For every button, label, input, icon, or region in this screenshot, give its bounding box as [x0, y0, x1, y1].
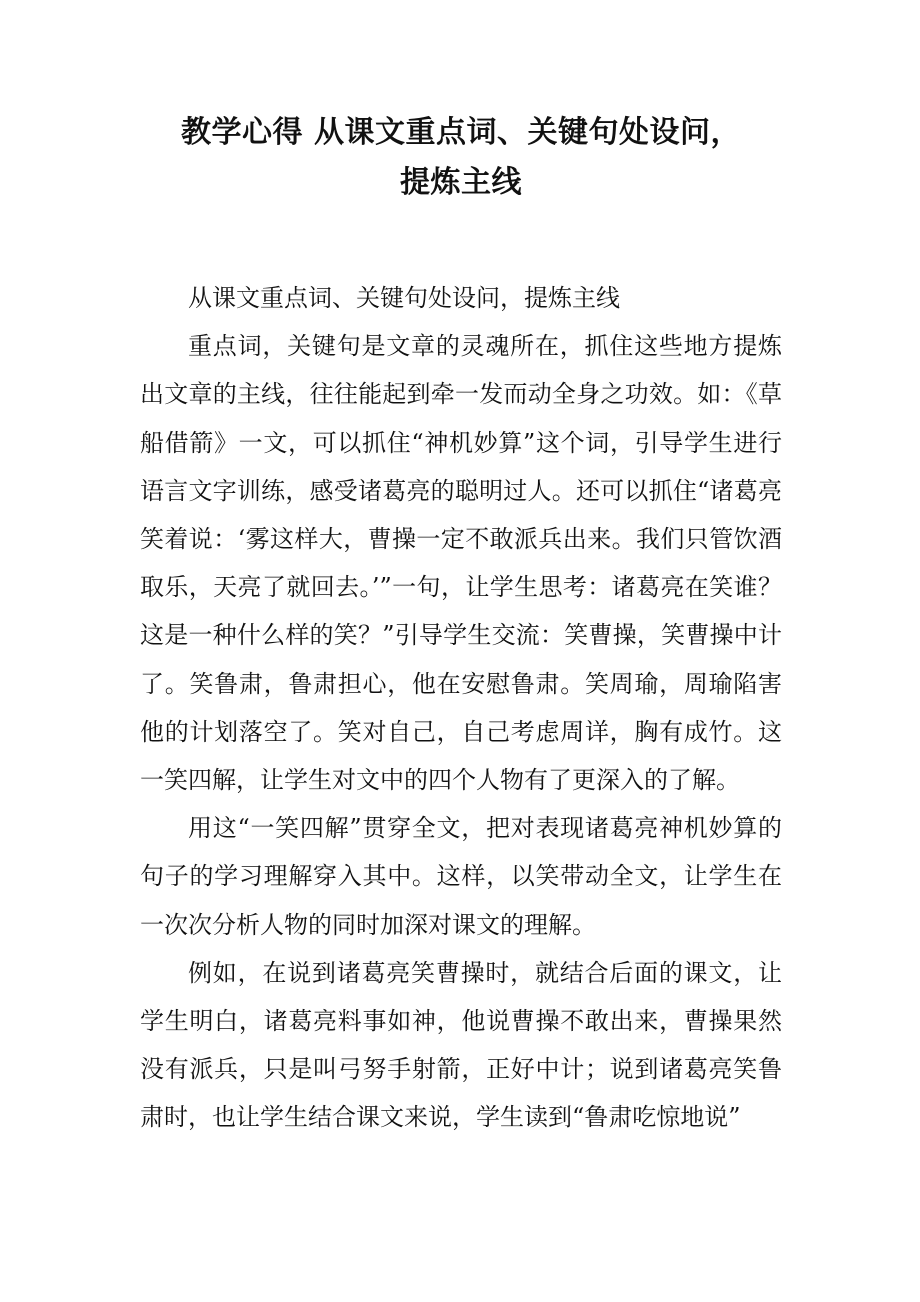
paragraph: 重点词，关键句是文章的灵魂所在，抓住这些地方提炼出文章的主线，往往能起到牵一发而动全身之功效。如：《草船借箭》一文，可以抓住“神机妙算”这个词，引导学生进行语言文字训练，感受诸葛亮的聪明过人。还可以抓住“诸葛亮笑着说：‘雾这样大，曹操一定不敢派兵出来。我们只管饮酒取乐，天亮了就回去。’”一句，让学生思考：诸葛亮在笑谁？这是一种什么样的笑？”引导学生交流：笑曹操，笑曹操中计了。笑鲁肃，鲁肃担心，他在安慰鲁肃。笑周瑜，周瑜陷害他的计划落空了。笑对自己，自己考虑周详，胸有成竹。这一笑四解，让学生对文中的四个人物有了更深入的了解。	[140, 332, 782, 795]
document-title	[140, 108, 782, 208]
document-body	[140, 274, 782, 1142]
paragraph-subtitle: 从课文重点词、关键句处设问，提炼主线	[188, 284, 620, 312]
title-line-2: 提炼主线	[400, 165, 522, 200]
paragraph: 例如，在说到诸葛亮笑曹操时，就结合后面的课文，让学生明白，诸葛亮料事如神，他说曹操不敢出来，曹操果然没有派兵，只是叫弓努手射箭，正好中计；说到诸葛亮笑鲁肃时，也让学生结合课文来说，学生读到“鲁肃吃惊地说”	[140, 958, 782, 1132]
title-line-1: 教学心得 从课文重点词、关键句处设问，	[181, 115, 741, 150]
paragraph: 用这“一笑四解”贯穿全文，把对表现诸葛亮神机妙算的句子的学习理解穿入其中。这样，以笑带动全文，让学生在一次次分析人物的同时加深对课文的理解。	[140, 814, 782, 939]
